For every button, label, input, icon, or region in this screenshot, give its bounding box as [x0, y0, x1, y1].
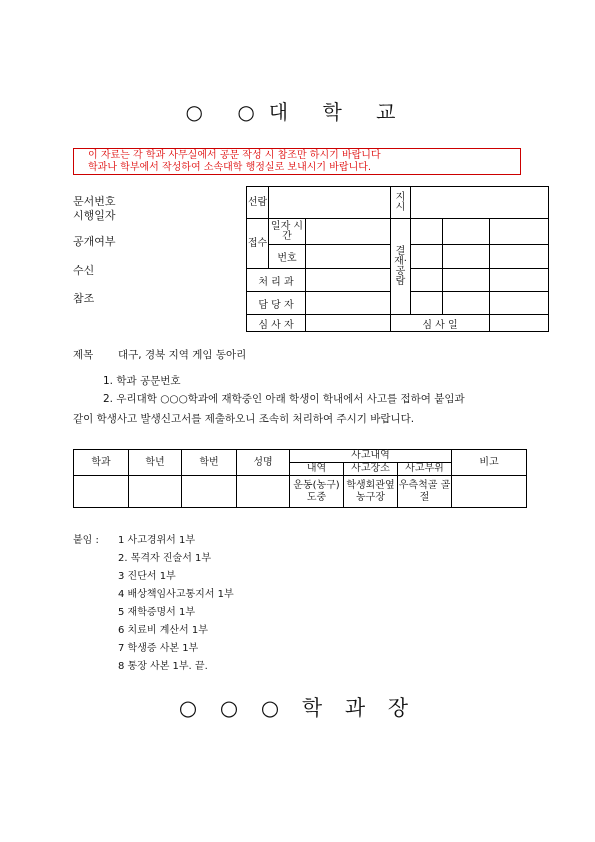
cell-sign-4c: [490, 292, 549, 315]
label-recipient: 수신: [73, 264, 95, 277]
cell-dept: [74, 476, 129, 508]
cell-sign-3b: [443, 269, 490, 292]
cell-damdangja-value: [306, 292, 391, 315]
label-doc-no: 문서번호: [73, 195, 116, 208]
attachment-item: 5 재학증명서 1부: [118, 607, 196, 618]
cell-sign-3c: [490, 269, 549, 292]
cell-beonho: 번호: [269, 245, 306, 269]
attachment-item: 6 치료비 계산서 1부: [118, 625, 208, 636]
cell-simsail-value: [490, 315, 549, 332]
attachment-item: 1 사고경위서 1부: [118, 535, 196, 546]
attachment-item: 3 진단서 1부: [118, 571, 176, 582]
cell-jeopsu: 접수: [247, 219, 269, 269]
header-name: 성명: [237, 450, 290, 476]
attachment-item: 2. 목격자 진술서 1부: [118, 553, 212, 564]
attachments-label: 붙임 :: [73, 535, 99, 546]
cell-year: [129, 476, 182, 508]
accident-table: [73, 449, 527, 508]
cell-cheorigwa: 처 리 과: [247, 269, 306, 292]
cell-ilja-value: [306, 219, 391, 245]
cell-jisi: 지시: [391, 187, 411, 219]
label-public: 공개여부: [73, 235, 116, 248]
header-remark: 비고: [452, 450, 527, 476]
cell-seonram: 선람: [247, 187, 269, 219]
cell-beonho-value: [306, 245, 391, 269]
cell-sign-2b: [443, 245, 490, 269]
cell-sign-1c: [490, 219, 549, 245]
cell-sign-4a: [411, 292, 443, 315]
cell-damdangja: 담 당 자: [247, 292, 306, 315]
attachment-item: 4 배상책임사고통지서 1부: [118, 589, 234, 600]
body-paragraph-2a: 2. 우리대학 ○○○학과에 재학중인 아래 학생이 학내에서 사고를 접하여 붙임과: [103, 393, 465, 405]
header-year: 학년: [129, 450, 182, 476]
cell-sign-1a: [411, 219, 443, 245]
header-student-no: 학번: [182, 450, 237, 476]
cell-simsaja: 심 사 자: [247, 315, 306, 332]
cell-seonram-value: [269, 187, 391, 219]
subject-label: 제목: [73, 349, 94, 361]
notice-line-1: 이 자료는 각 학과 사무실에서 공문 작성 시 참조만 하시기 바랍니다: [88, 150, 381, 161]
cell-part: 우측척골 골절: [398, 476, 452, 508]
cell-jisi-value: [411, 187, 549, 219]
signature-title: ○ ○ ○ 학 과 장: [178, 696, 417, 720]
subheader-place: 사고장소: [344, 463, 398, 476]
cell-ilja-sigan: 일자 시간: [269, 219, 306, 245]
cell-sign-2a: [411, 245, 443, 269]
cell-student-no: [182, 476, 237, 508]
subject-text: 대구, 경북 지역 게임 동아리: [118, 349, 247, 361]
cell-sign-4b: [443, 292, 490, 315]
subheader-content: 내역: [290, 463, 344, 476]
notice-box: [73, 148, 521, 175]
body-paragraph-2b: 같이 학생사고 발생신고서를 제출하오니 조속히 처리하여 주시기 바랍니다.: [73, 413, 415, 425]
cell-gyeoljae: 결재·공람: [391, 219, 411, 315]
attachment-item: 7 학생증 사본 1부: [118, 643, 199, 654]
process-table: [246, 186, 549, 332]
cell-content: 운동(농구) 도중: [290, 476, 344, 508]
notice-line-2: 학과나 학부에서 작성하여 소속대학 행정실로 보내시기 바랍니다.: [88, 162, 372, 173]
body-paragraph-1: 1. 학과 공문번호: [103, 375, 181, 387]
cell-simsail: 심 사 일: [391, 315, 490, 332]
cell-remark: [452, 476, 527, 508]
cell-simsaja-value: [306, 315, 391, 332]
cell-sign-3a: [411, 269, 443, 292]
subheader-part: 사고부위: [398, 463, 452, 476]
attachment-item: 8 통장 사본 1부. 끝.: [118, 661, 208, 672]
page-title: ○ ○대 학 교: [185, 100, 410, 124]
label-reference: 참조: [73, 292, 95, 305]
cell-sign-2c: [490, 245, 549, 269]
cell-cheorigwa-value: [306, 269, 391, 292]
label-date: 시행일자: [73, 209, 116, 222]
cell-sign-1b: [443, 219, 490, 245]
header-dept: 학과: [74, 450, 129, 476]
cell-place: 학생회관옆 농구장: [344, 476, 398, 508]
header-details: 사고내역: [290, 450, 452, 463]
cell-name: [237, 476, 290, 508]
